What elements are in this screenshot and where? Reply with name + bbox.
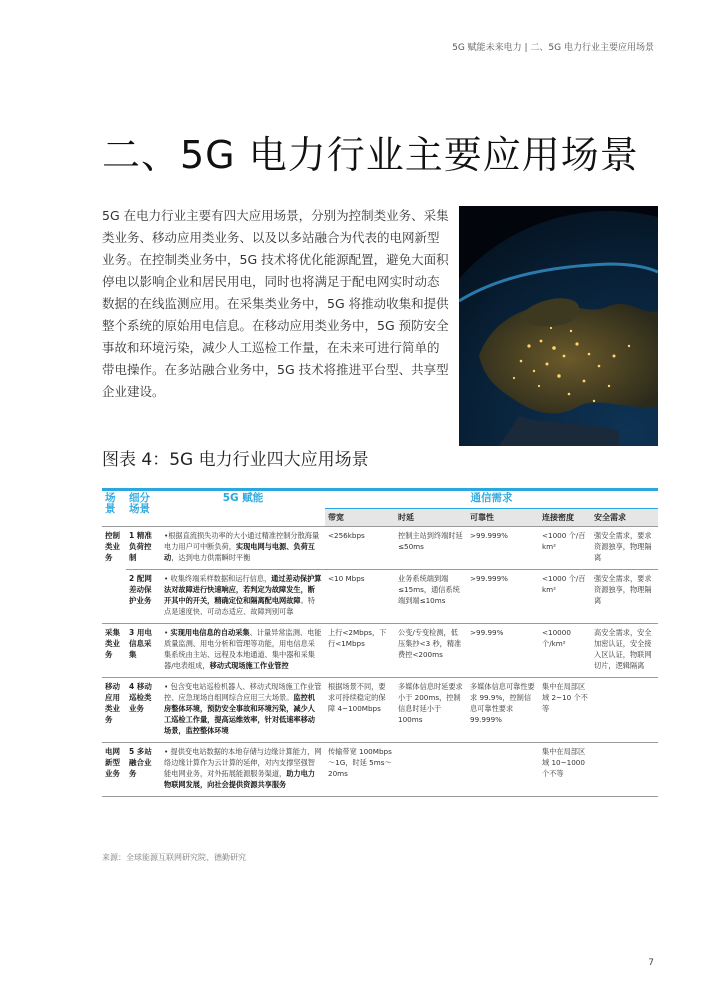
bandwidth-cell: 根据场景不同，要求可持续稳定的保障 4~100Mbps <box>325 678 395 743</box>
sub-scene-label: 5 多站融合业务 <box>126 743 161 797</box>
density-cell: <1000 个/百km² <box>539 570 591 624</box>
scene-label: 采集类业务 <box>102 624 126 678</box>
density-cell: <1000 个/百km² <box>539 527 591 570</box>
table-row <box>102 624 658 678</box>
density-cell: 集中在局部区域 10~1000 个不等 <box>539 743 591 797</box>
bandwidth-cell: 上行<2Mbps，下行<1Mbps <box>325 624 395 678</box>
earth-night-image <box>459 206 658 446</box>
header-security: 安全需求 <box>591 509 658 527</box>
bandwidth-cell: <10 Mbps <box>325 570 395 624</box>
security-cell: 高安全需求，安全加密认证，安全接入区认证，物联网切片，逻辑隔离 <box>591 624 658 678</box>
bandwidth-cell: <256kbps <box>325 527 395 570</box>
security-cell: 强安全需求，要求资源独享，物理隔离 <box>591 570 658 624</box>
section-title: 二、5G 电力行业主要应用场景 <box>102 133 639 177</box>
density-cell: <10000 个/km² <box>539 624 591 678</box>
table-row <box>102 527 658 570</box>
reliability-cell: >99.999% <box>467 570 539 624</box>
header-5g-empower: 5G 赋能 <box>222 492 264 504</box>
application-scenarios-table <box>102 488 658 797</box>
security-cell: 强安全需求，要求资源独享，物理隔离 <box>591 527 658 570</box>
source-note: 来源：全球能源互联网研究院、德勤研究 <box>102 853 246 862</box>
empower-text: • 包含变电站巡检机器人、移动式现场施工作业管控、应急现场自组网综合应用三大场景。监控机房整体环境，预防安全事故和环境污染，减少人工巡检工作量，提高运维效率，针对低速率移动场景，监控整体环境 <box>161 678 325 743</box>
latency-cell: 控制主站到终端时延≤50ms <box>395 527 467 570</box>
header-reliability: 可靠性 <box>467 509 539 527</box>
scene-label: 移动应用类业务 <box>102 678 126 743</box>
table-row <box>102 678 658 743</box>
scene-label: 控制类业务 <box>102 527 126 624</box>
reliability-cell: >99.999% <box>467 527 539 570</box>
intro-paragraph: 5G 在电力行业主要有四大应用场景，分别为控制类业务、采集类业务、移动应用类业务、以及以多站融合为代表的电网新型业务。在控制类业务中，5G 技术将优化能源配置，避免大面积停电以影响企业和居民用电，同时也将满足于配电网实时动态数据的在线监测应用。在采集类业务中，5G 将推动收集和提供整个系统的原始用电信息。在移动应用类业务中，5G 预防安全事故和环境污染，减少人工巡检工作量，在未来可进行简单的带电操作。在多站融合业务中，5G 技术将推进平台型、共享型企业建设。 <box>102 208 449 399</box>
density-cell: 集中在局部区域 2~10 个不等 <box>539 678 591 743</box>
header-latency: 时延 <box>395 509 467 527</box>
security-cell <box>591 678 658 743</box>
header-density: 连接密度 <box>539 509 591 527</box>
table-row <box>102 570 658 624</box>
bandwidth-cell: 传输带宽 100Mbps～1G，时延 5ms～20ms <box>325 743 395 797</box>
running-header: 5G 赋能未来电力 | 二、5G 电力行业主要应用场景 <box>452 43 654 53</box>
latency-cell: 公变/专变检测，低压集抄<3 秒，精准费控<200ms <box>395 624 467 678</box>
header-scene: 场景 <box>105 492 116 515</box>
header-comm-needs: 通信需求 <box>325 491 658 509</box>
latency-cell: 多媒体信息时延要求小于 200ms，控制信息时延小于 100ms <box>395 678 467 743</box>
figure-caption: 图表 4：5G 电力行业四大应用场景 <box>102 450 369 470</box>
reliability-cell: >99.99% <box>467 624 539 678</box>
page-number: 7 <box>648 958 654 968</box>
scene-label: 电网新型业务 <box>102 743 126 797</box>
sub-scene-label: 1 精准负荷控制 <box>126 527 161 570</box>
sub-scene-label: 3 用电信息采集 <box>126 624 161 678</box>
empower-text: •根据直流损失功率的大小通过精准控制分散海量电力用户可中断负荷，实现电网与电源、负荷互动，达到电力供需瞬时平衡 <box>161 527 325 570</box>
sub-scene-label: 2 配网差动保护业务 <box>126 570 161 624</box>
reliability-cell: 多媒体信息可靠性要求 99.9%，控制信息可靠性要求 99.999% <box>467 678 539 743</box>
header-sub-scene: 细分场景 <box>129 492 150 515</box>
latency-cell: 业务系统端到端≤15ms，通信系统端到端≤10ms <box>395 570 467 624</box>
sub-scene-label: 4 移动巡检类业务 <box>126 678 161 743</box>
header-bandwidth: 带宽 <box>325 509 395 527</box>
empower-text: • 实现用电信息的自动采集、计量异常监测、电能质量监测、用电分析和管理等功能，用电信息采集系统由主站、远程及本地通道、集中器和采集器/电表组成，移动式现场施工作业管控 <box>161 624 325 678</box>
security-cell <box>591 743 658 797</box>
empower-text: • 收集终端采样数据和运行信息，通过差动保护算法对故障进行快速响应，若判定为故障发生，断开其中的开关，精确定位和隔离配电网故障。特点是速度快、可动态适应、故障判别可靠 <box>161 570 325 624</box>
empower-text: • 提供变电站数据的本地存储与边缘计算能力，网络边缘计算作为云计算的延伸，对内支撑坚强智能电网业务，对外拓展能源服务渠道，助力电力物联网发展，向社会提供资源共享服务 <box>161 743 325 797</box>
latency-cell <box>395 743 467 797</box>
reliability-cell <box>467 743 539 797</box>
table-row <box>102 743 658 797</box>
